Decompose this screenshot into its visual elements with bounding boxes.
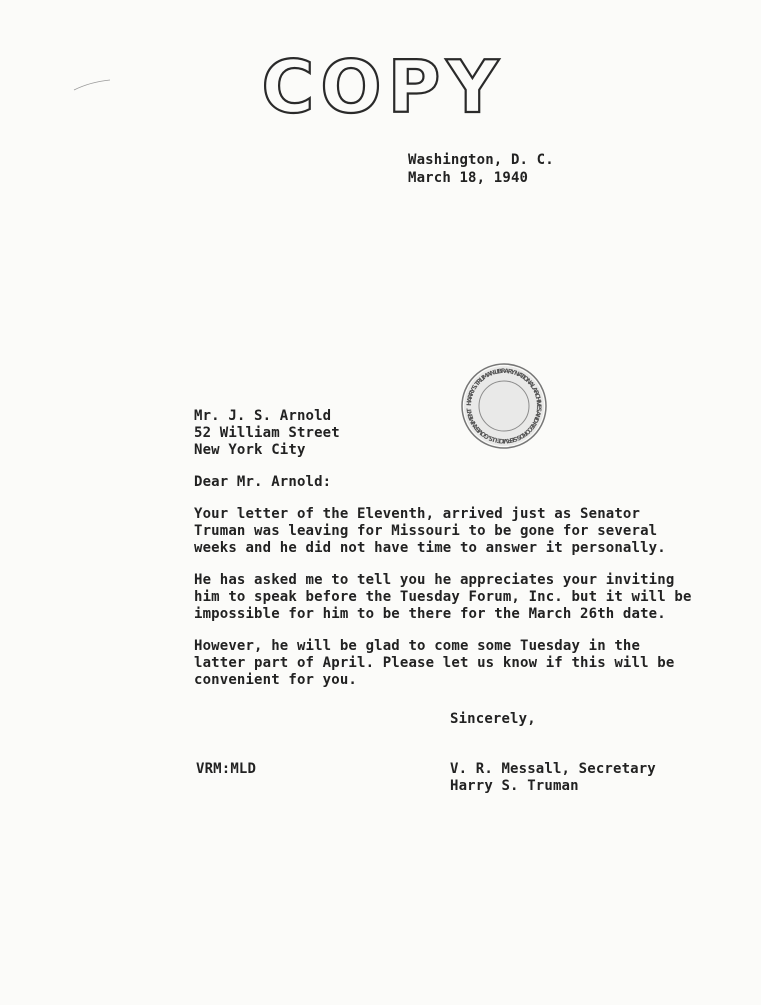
recipient-city: New York City xyxy=(194,442,306,458)
letter-date: March 18, 1940 xyxy=(408,170,529,186)
body-line: latter part of April. Please let us know if this will be xyxy=(194,655,675,671)
body-line: him to speak before the Tuesday Forum, Inc. but it will be xyxy=(194,589,692,605)
recipient-name: Mr. J. S. Arnold xyxy=(194,408,332,424)
salutation: Dear Mr. Arnold: xyxy=(194,474,332,490)
copy-stamp-text: COPY xyxy=(261,48,505,126)
library-seal-text-path: HARRY S. TRUMAN LIBRARY NATIONAL ARCHIVES AND RECORDS SERVICE U.S. GOVERNMENT xyxy=(465,367,543,445)
body-line: However, he will be glad to come some Tuesday in the xyxy=(194,638,641,654)
library-seal xyxy=(460,362,548,450)
closing: Sincerely, xyxy=(450,711,536,727)
paper-smudge xyxy=(72,78,112,92)
body-line: Truman was leaving for Missouri to be gone for several xyxy=(194,523,658,539)
copy-stamp xyxy=(258,48,508,126)
signature-line-2: Harry S. Truman xyxy=(450,778,579,794)
body-line: Your letter of the Eleventh, arrived just as Senator xyxy=(194,506,641,522)
body-line: convenient for you. xyxy=(194,672,357,688)
body-line: He has asked me to tell you he appreciates your inviting xyxy=(194,572,675,588)
letter-place: Washington, D. C. xyxy=(408,152,554,168)
body-line: impossible for him to be there for the March 26th date. xyxy=(194,606,666,622)
reference-initials: VRM:MLD xyxy=(196,761,257,777)
body-line: weeks and he did not have time to answer it personally. xyxy=(194,540,666,556)
recipient-street: 52 William Street xyxy=(194,425,340,441)
signature-line-1: V. R. Messall, Secretary xyxy=(450,761,656,777)
